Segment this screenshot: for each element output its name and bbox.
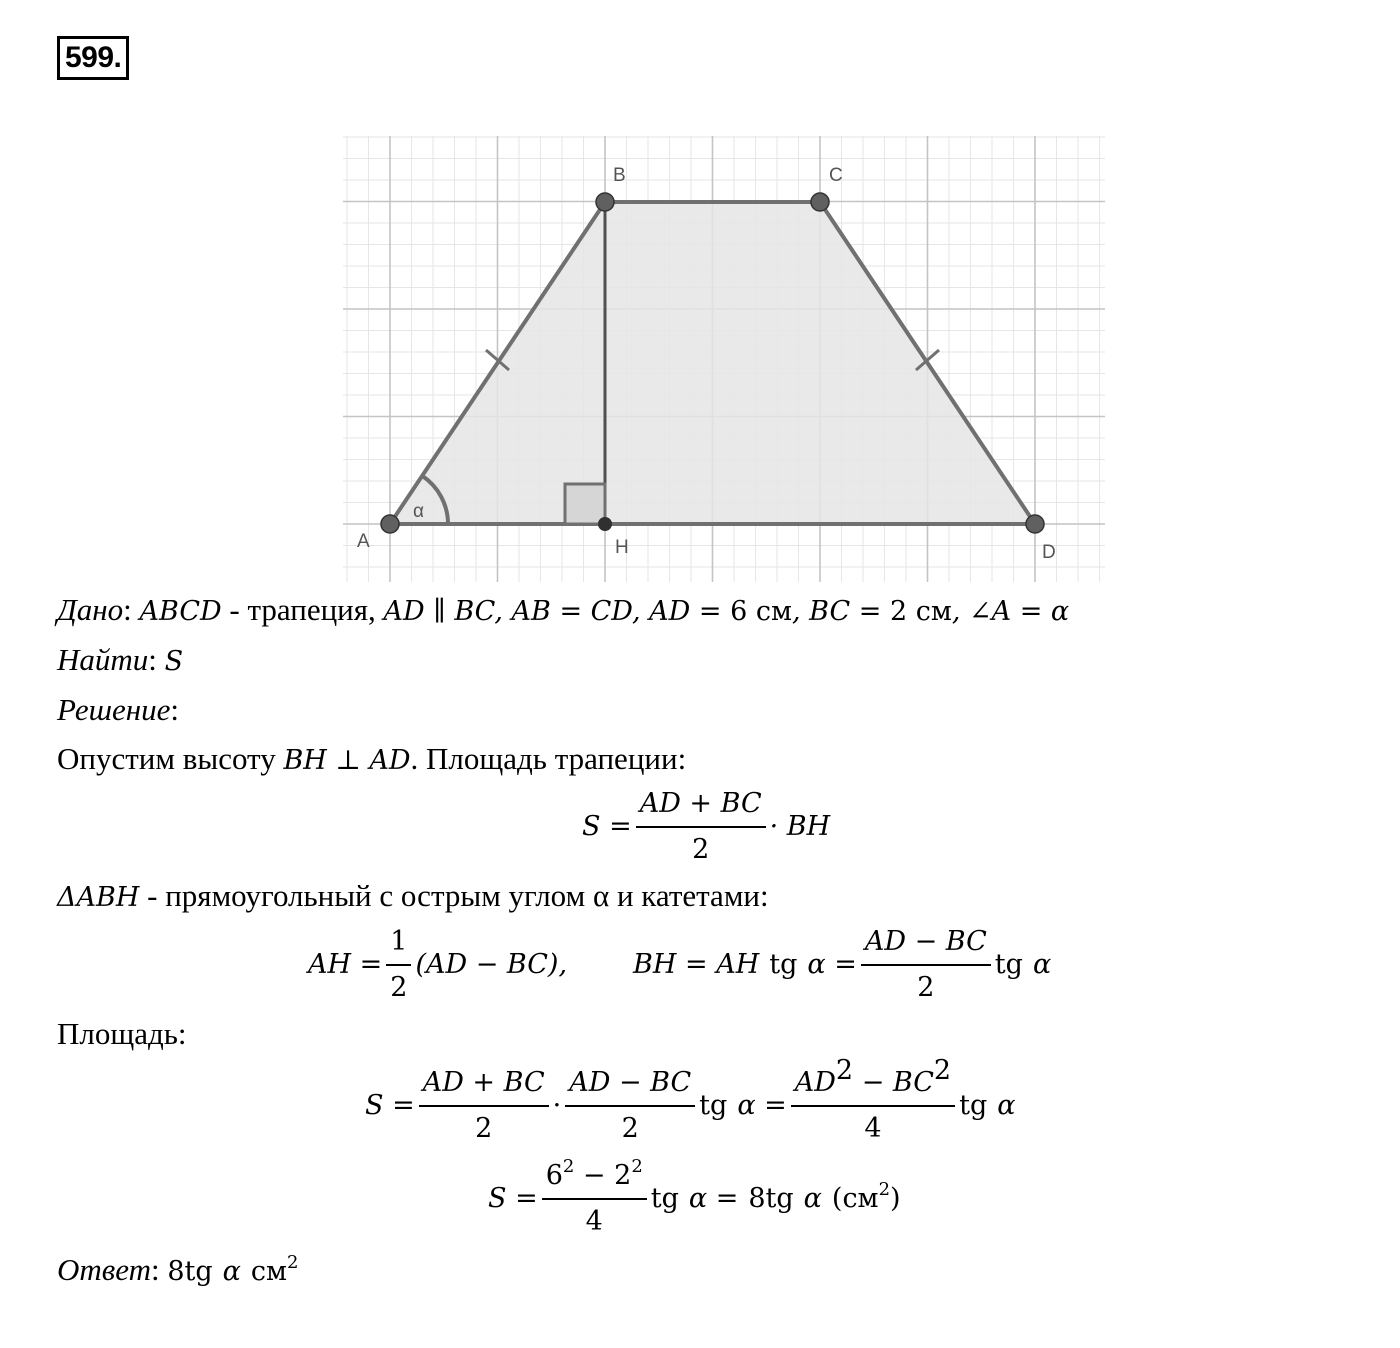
label-c: C (829, 165, 843, 186)
step1-line: Опустим высоту BH ⊥ AD. Площадь трапеции: (57, 741, 687, 776)
find-line: Найти: S (57, 642, 184, 677)
solution-label: Решение: (57, 692, 179, 727)
trapezoid-fill (390, 202, 1035, 524)
formula-legs: AH = $\frac{1}{2}$ (AD − BC), BH = AH tg α = $\frac{AD - BC}{2}$ tg α (308, 922, 1051, 1006)
label-d: D (1042, 542, 1056, 563)
label-alpha: α (413, 501, 424, 522)
label-h: H (615, 537, 629, 558)
formula-area-general: S = $\frac{AD + BC}{2}$ · $\frac{AD - BC}{2}$ tg α = $\frac{AD^2 - BC^2}{4}$ tg α (365, 1055, 1016, 1144)
step2-line: ΔABH - прямоугольный с острым углом α и катетами: (57, 878, 769, 913)
formula-area-numeric: S = $\frac{6^2 - 2^2}{4}$ tg α = 8tg α $(см^2)$ (488, 1156, 901, 1237)
answer-line: Ответ: 8tg α $см^2$ (57, 1252, 299, 1287)
label-a: A (357, 531, 370, 552)
point-c (811, 193, 829, 211)
trapezoid-diagram (343, 136, 1105, 582)
given-line: Дано: ABCD - трапеция, AD ∥ BC, AB = CD, AD = 6 см, BC = 2 см, ∠A = α (57, 592, 1070, 627)
formula-area-trapezoid: S = $\frac{AD + BC}{2}$ · BH (582, 784, 830, 868)
point-d (1026, 515, 1044, 533)
label-b: B (613, 165, 626, 186)
step3-line: Площадь: (57, 1016, 187, 1051)
point-a (381, 515, 399, 533)
right-angle-mark (565, 484, 605, 524)
problem-number: 599. (57, 36, 129, 80)
point-h (598, 517, 612, 531)
point-b (596, 193, 614, 211)
